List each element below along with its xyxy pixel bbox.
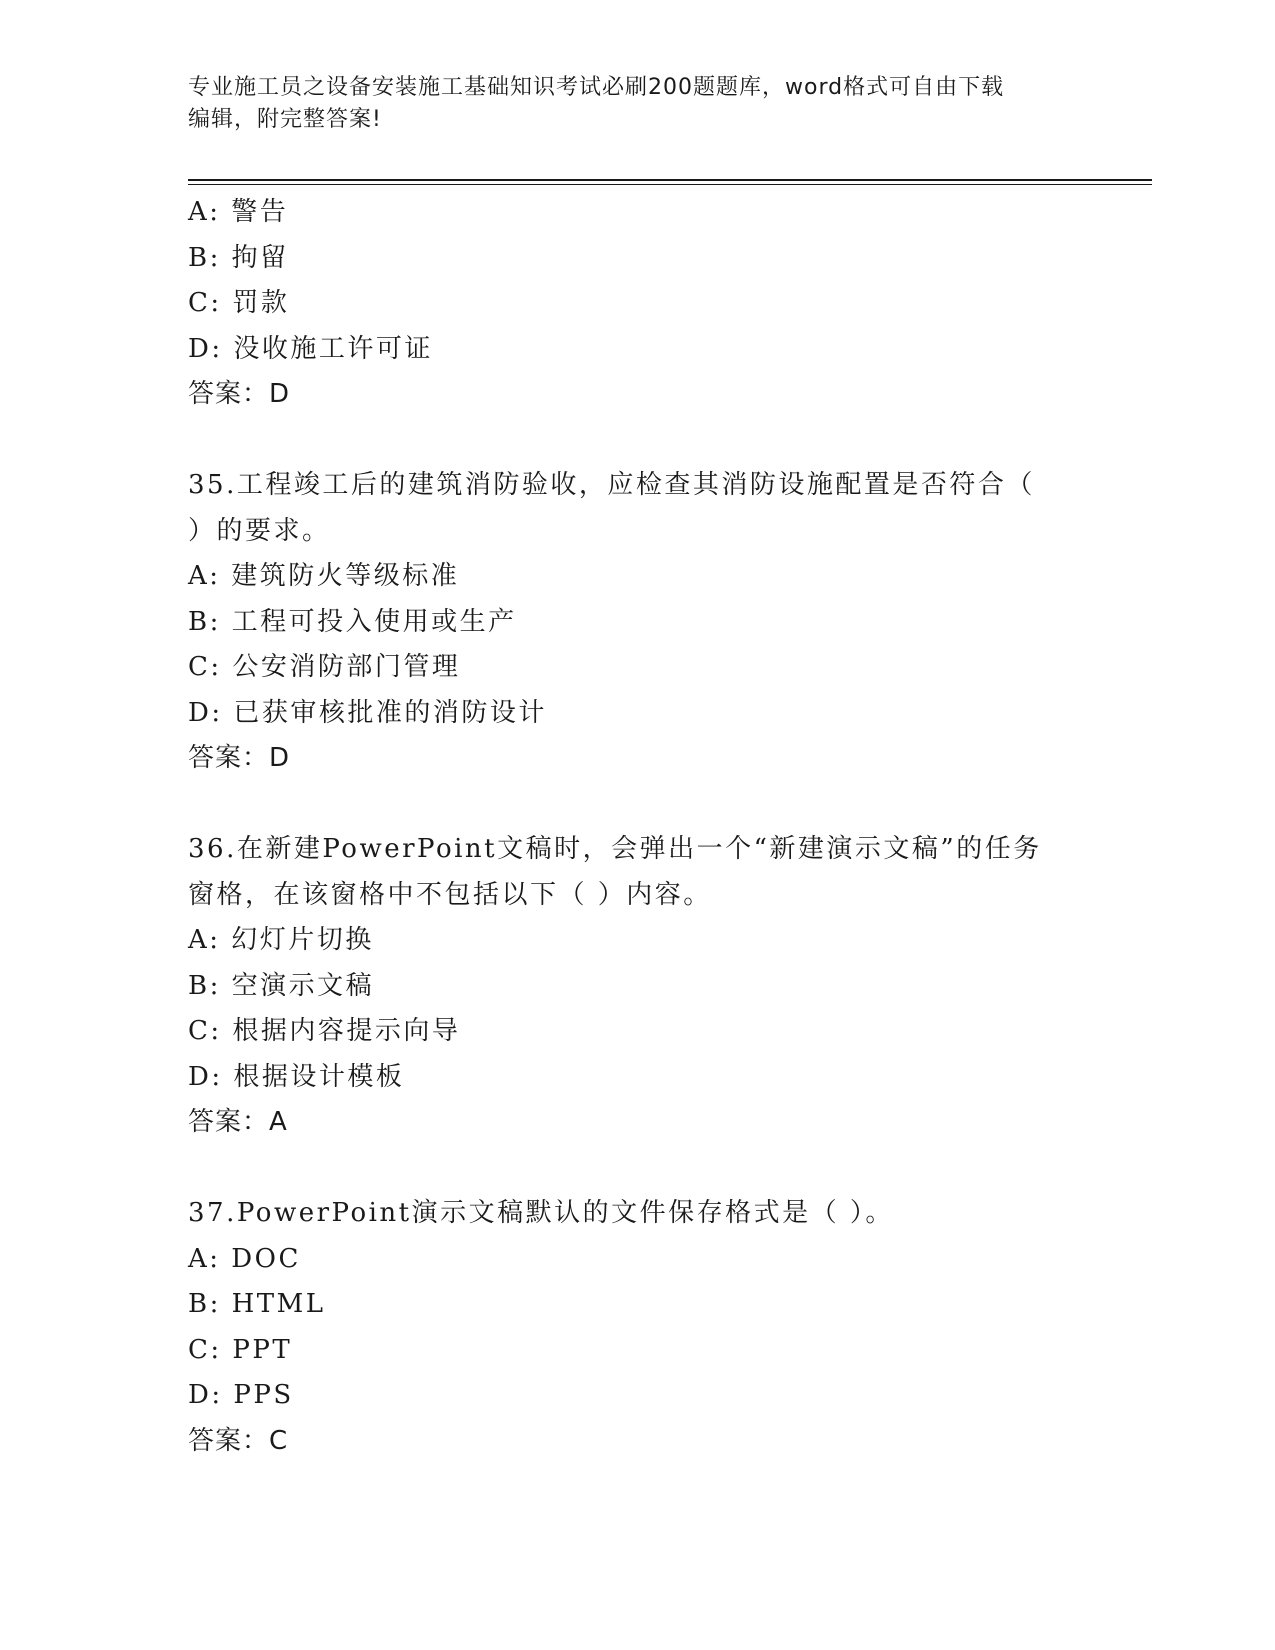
option-d: D: 根据设计模板 [188, 1061, 405, 1092]
option-b: B: 工程可投入使用或生产 [188, 606, 517, 637]
answer: 答案：D [188, 743, 291, 773]
document-header [188, 72, 1068, 136]
option-d: D: 没收施工许可证 [188, 333, 433, 364]
spacer [188, 1146, 1088, 1192]
question-36 [188, 827, 1088, 1146]
option-b: B: HTML [188, 1289, 326, 1319]
option-b: B: 空演示文稿 [188, 970, 375, 1001]
question-37 [188, 1191, 1088, 1464]
question-stem-line-2: ）的要求。 [188, 515, 331, 546]
option-d: D: 已获审核批准的消防设计 [188, 697, 547, 728]
option-a: A: 幻灯片切换 [188, 925, 374, 955]
option-c: C: PPT [188, 1334, 293, 1365]
question-stem-line-1: 37.PowerPoint演示文稿默认的文件保存格式是（ ）。 [188, 1198, 894, 1228]
header-divider-thin [188, 184, 1152, 185]
header-line-1: 专业施工员之设备安装施工基础知识考试必刷200题题库，word格式可自由下载 [188, 75, 1005, 100]
option-c: C: 根据内容提示向导 [188, 1016, 461, 1046]
option-c: C: 罚款 [188, 288, 290, 318]
question-35 [188, 463, 1088, 782]
answer: 答案：D [188, 379, 291, 409]
header-divider-thick [188, 179, 1152, 181]
question-stem-line-1: 36.在新建PowerPoint文稿时，会弹出一个“新建演示文稿”的任务 [188, 834, 1042, 864]
spacer [188, 418, 1088, 464]
option-c: C: 公安消防部门管理 [188, 652, 461, 682]
answer: 答案：C [188, 1425, 289, 1456]
spacer [188, 782, 1088, 828]
question-list [188, 190, 1088, 1464]
header-line-2: 编辑，附完整答案! [188, 107, 382, 132]
question-34 [188, 190, 1088, 418]
option-a: A: 建筑防火等级标准 [188, 561, 460, 591]
option-d: D: PPS [188, 1380, 294, 1410]
option-b: B: 拘留 [188, 242, 289, 273]
option-a: A: DOC [188, 1243, 301, 1274]
answer: 答案：A [188, 1107, 288, 1137]
option-a: A: 警告 [188, 197, 289, 227]
question-stem-line-2: 窗格，在该窗格中不包括以下（ ）内容。 [188, 879, 712, 910]
question-stem-line-1: 35.工程竣工后的建筑消防验收，应检查其消防设施配置是否符合（ [188, 470, 1035, 500]
